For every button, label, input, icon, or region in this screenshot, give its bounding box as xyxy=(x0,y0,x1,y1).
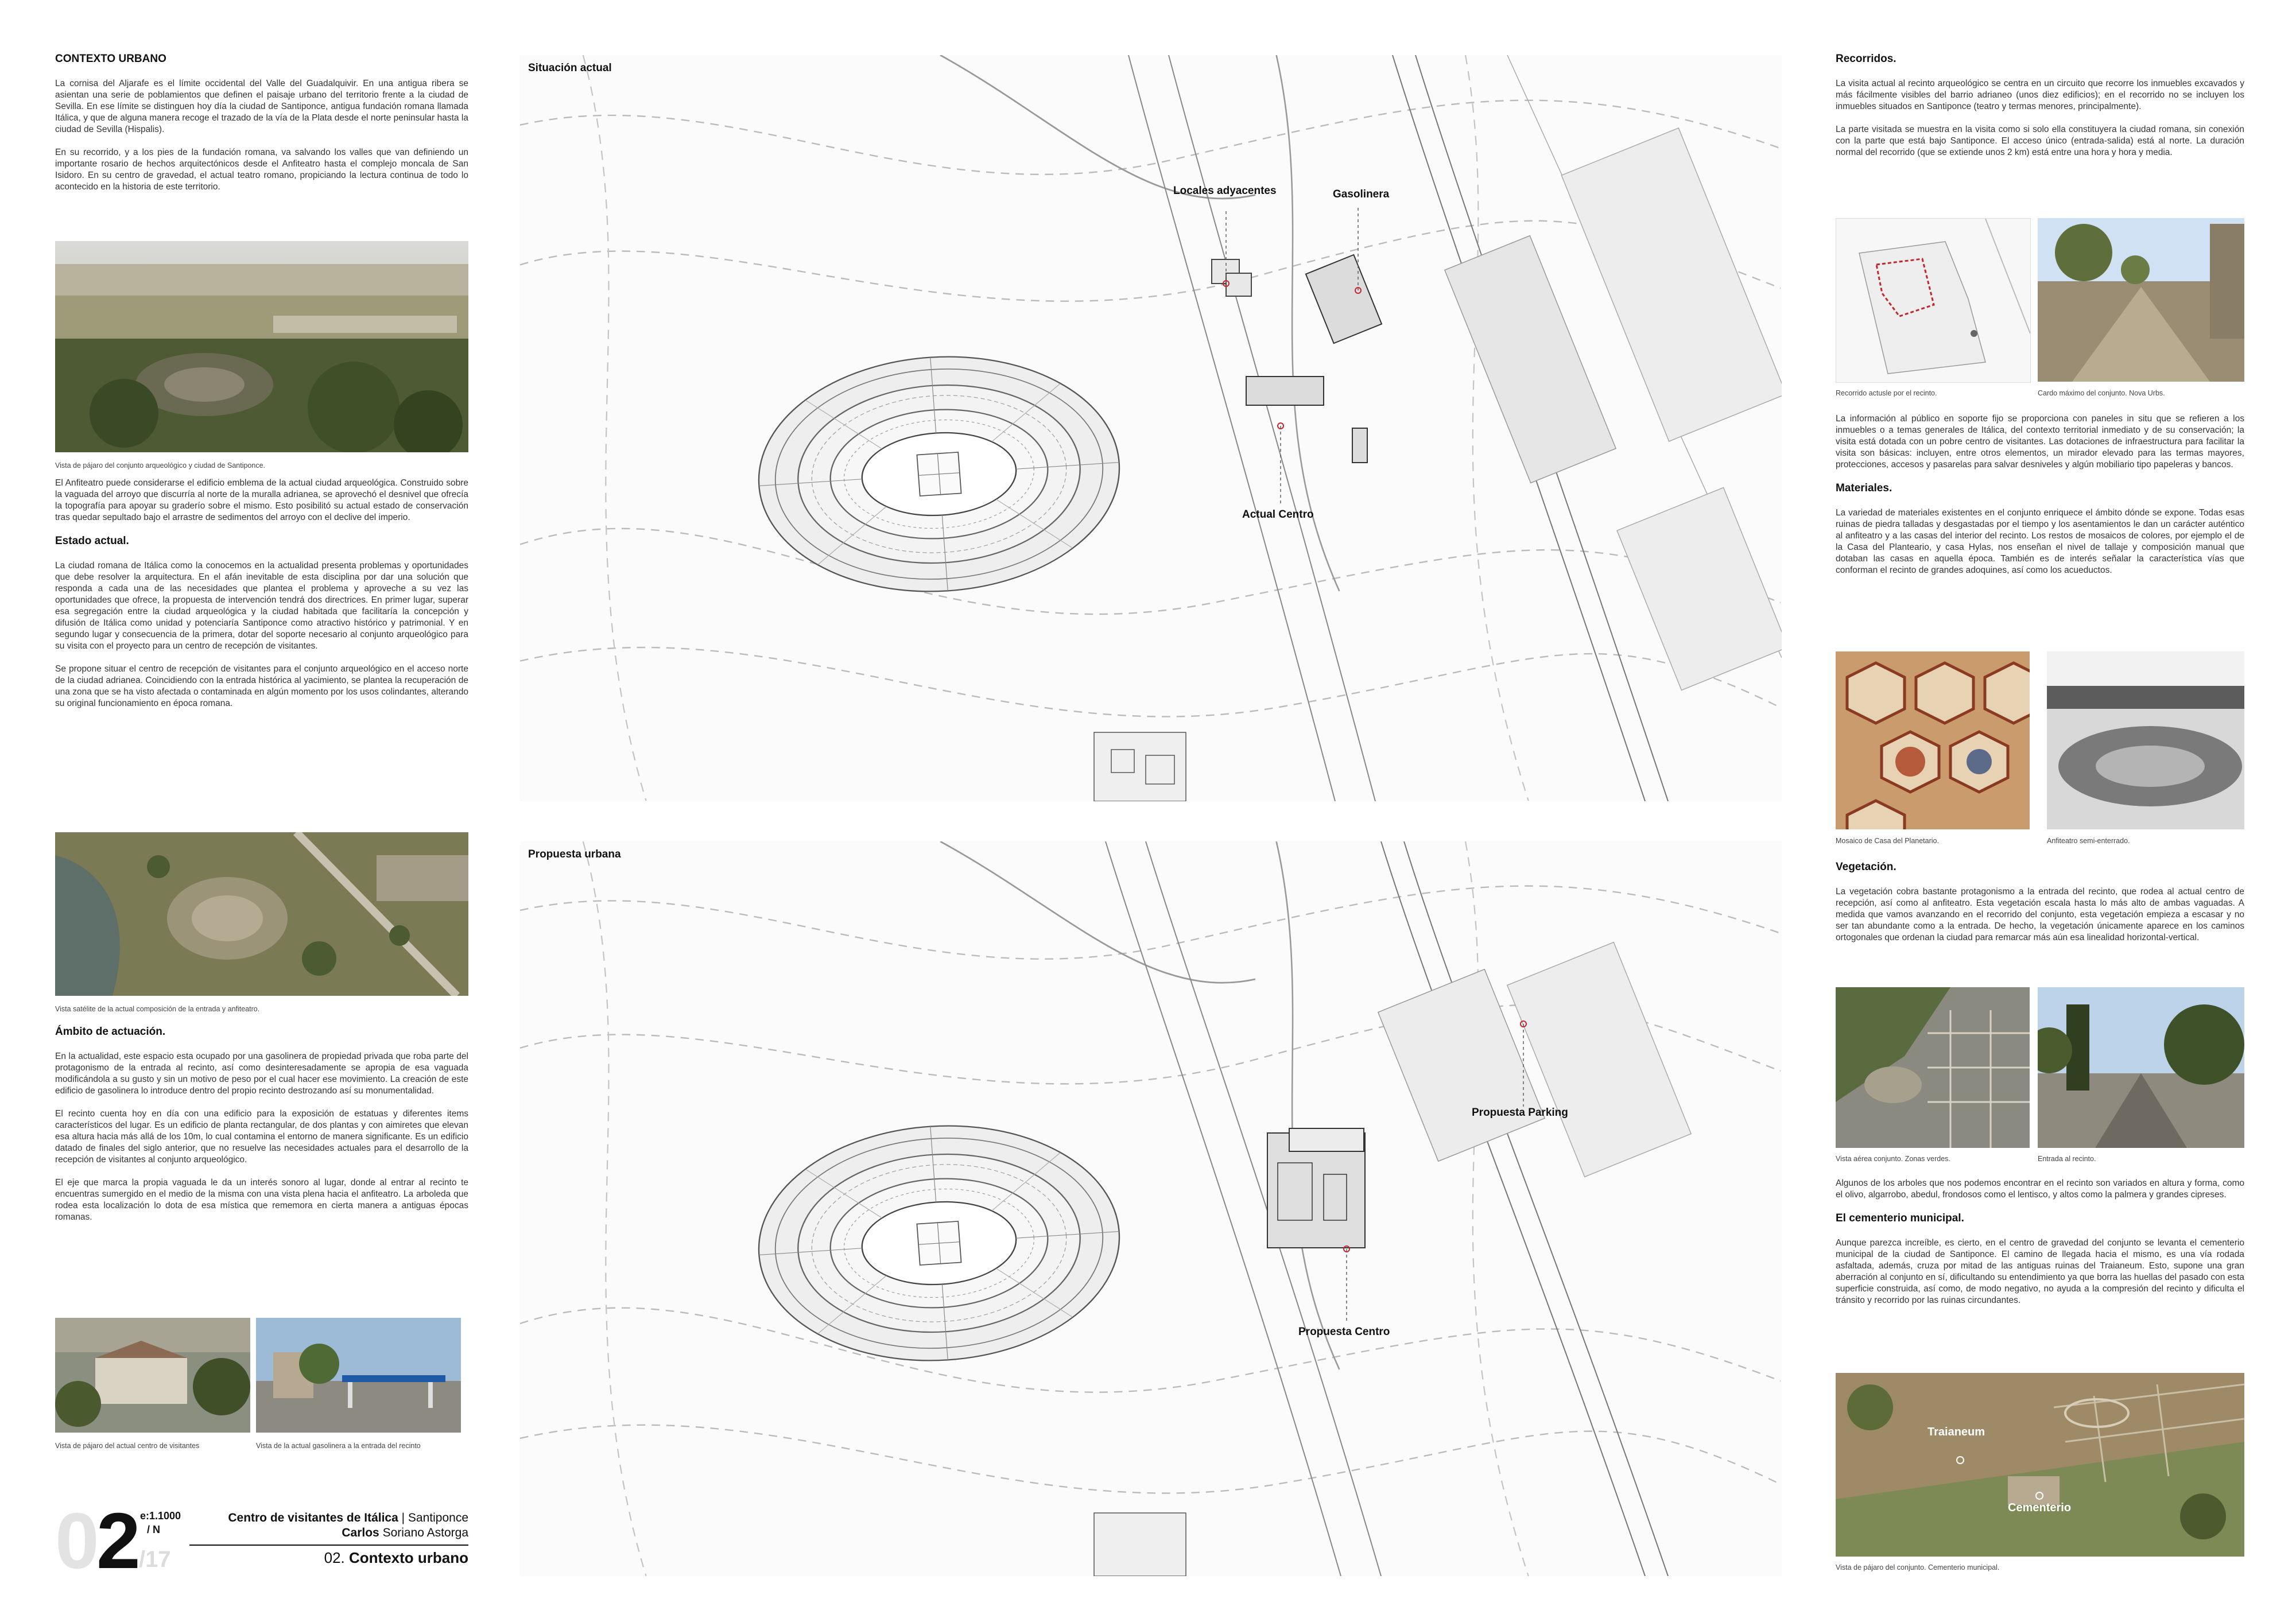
author-first-name: Carlos xyxy=(342,1526,379,1539)
image-entrance xyxy=(2038,987,2244,1148)
sheet-digit: 2 xyxy=(96,1497,141,1585)
plan-title-current: Situación actual xyxy=(528,62,612,74)
recorridos-paragraph-3: La información al público en soporte fijo se proporciona con paneles in situ que se refieren a los inmuebles o a temas generales de Itálica, del contexto territorial inmediato y de su conservación; la visita está dotada con un pobre centro de visitantes. Las dotaciones de infraestructura para facilitar la visita son básicas: incluyen, entre otros elementos, un mirador elevado para las termas mayores, protecciones, accesos y pasarelas para salvar desniveles y algún mobiliario tipo papeleras y bancos. xyxy=(1836,414,2244,469)
label-cementerio: Cementerio xyxy=(2008,1501,2072,1514)
left-column xyxy=(55,53,468,204)
plan-urban-proposal xyxy=(520,841,1782,1576)
materiales-paragraph: La variedad de materiales existentes en el conjunto enriquece el ámbito dónde se expone. Todas esas ruinas de piedra talladas y desgastadas por el tiempo y los asentamientos le dan un carácter auténtico al anfiteatro y a las casas del interior del recinto. Los restos de mosaicos de colores, por ejemplo el de la Casa del Planteario, y casa Hylas, nos enseñan el nivel de tallaje y composición manual que dotaban las casas en aquella época. También es de interés señalar la característica vías que conforman el recinto de grandes adoquines, así como los acueductos. xyxy=(1836,508,2244,575)
sheet-total: /17 xyxy=(139,1547,171,1572)
scale-label: e:1.1000 xyxy=(140,1510,181,1522)
photo-satellite-caption: Vista satélite de la actual composición de la entrada y anfiteatro. xyxy=(55,1005,260,1013)
sheet-ghost-digit: 0 xyxy=(55,1497,99,1585)
image-anfiteatro xyxy=(2047,651,2244,829)
north-label: / N xyxy=(147,1524,161,1535)
photo-visitor-center xyxy=(55,1318,250,1433)
project-info xyxy=(189,1511,468,1567)
image-cemetery-caption: Vista de pájaro del conjunto. Cementerio municipal. xyxy=(1836,1563,2000,1571)
left-column-middle xyxy=(55,478,468,721)
plan-title-proposal: Propuesta urbana xyxy=(528,848,621,860)
ambito-title: Ámbito de actuación. xyxy=(55,1026,166,1038)
recorridos-paragraph-1: La visita actual al recinto arqueológico se centra en un circuito que recorre los inmuebles excavados y más fácilmente visibles del barrio adrianeo (unos diez edificios); en el recorrido no se incluyen los inmuebles situados en Santiponce (teatro y termas menores, principalmente). xyxy=(1836,79,2244,111)
contexto-paragraph-2: En su recorrido, y a los pies de la fundación romana, va salvando los valles que van definiendo un importante rosario de hechos arquitectónicos desde el Anfiteatro hasta el complejo moncala de San Isidoro. En su centro de gravedad, el actual teatro romano, propiciando la lectura continua de todo lo acontecido en la historia de este territorio. xyxy=(55,148,468,192)
plan-current-situation xyxy=(520,55,1782,801)
label-propuesta-centro: Propuesta Centro xyxy=(1298,1326,1390,1338)
project-title: Centro de visitantes de Itálica xyxy=(228,1511,398,1524)
project-place: | Santiponce xyxy=(401,1511,468,1524)
label-actual-centro: Actual Centro xyxy=(1242,509,1314,521)
materiales-title: Materiales. xyxy=(1836,482,1892,494)
label-gasolinera: Gasolinera xyxy=(1333,188,1390,200)
estado-title: Estado actual. xyxy=(55,535,129,547)
image-aerial-green-caption: Vista aérea conjunto. Zonas verdes. xyxy=(1836,1155,1950,1163)
cementerio-paragraph: Aunque parezca increíble, es cierto, en el centro de gravedad del conjunto se levanta el cementerio municipal de la ciudad de Santiponce. El camino de llegada hacia el mismo, es una vía rodada asfaltada, además, cruza por mitad de las antiguas ruinas del Traianeum. Esto, supone una gran aberración al conjunto en sí, dificultando su entendimiento ya que borra las huellas del pasado con esta superficie construida, así como, de modo negativo, no ayuda a la compresión del recinto y dificulta el tránsito y recorrido por las ruinas circundantes. xyxy=(1836,1238,2244,1305)
estado-paragraph-1: La ciudad romana de Itálica como la conocemos en la actualidad presenta problemas y oportunidades que debe resolver la arquitectura. En el afán inevitable de esta disciplina por dar una solución que responda a cada una de las necesidades que plantea el problema y aproveche a su vez las oportunidades que ofrece, la propuesta de intervención tendrá dos directrices. En primer lugar, superar esa segregación entre la ciudad arqueológica y la ciudad habitada que facilitaría la concepción y difusión de Itálica como unidad y potenciaría Santiponce como atractivo histórico y patrimonial. Y en segundo lugar y consecuencia de la primera, dotar del soporte necesario al conjunto arqueológico para su visita con el proyecto para un centro de recepción de visitantes. xyxy=(55,561,468,651)
ambito-paragraph-1: En la actualidad, este espacio esta ocupado por una gasolinera de propiedad privada que roba parte del protagonismo de la entrada al recinto, así como desinteresadamente se apropia de esa vaguada modificándola a su gusto y sin un motivo de peso por el cual hacer ese movimiento. La creación de este edificio de gasolinera lo introduce dentro del propio recinto destrozando así su monumentalidad. xyxy=(55,1051,468,1096)
image-mosaic xyxy=(1836,651,2030,829)
ambito-paragraph-3: El eje que marca la propia vaguada le da un interés sonoro al lugar, donde al entrar al recinto te encuentras sumergido en el medio de la misma con una vista plena hacia el anfiteatro. La arboleda que rodea esta localización lo dota de esa mística que rememora en cierta manera a antiguas épocas romanas. xyxy=(55,1178,468,1222)
ambito-paragraph-2: El recinto cuenta hoy en día con una edificio para la exposición de estatuas y diferentes items característicos del lugar. Es un edificio de planta rectangular, de dos plantas y con aimiretes que elevan esa altura hacia más allá de los 10m, lo cual contamina el entorno de manera significante. Es un edificio datado de finales del siglo anterior, que no resuelve las necesidades actuales para el desarrollo de la recepción de visitantes al conjunto arqueológico. xyxy=(55,1109,468,1165)
sheet-num: 02. xyxy=(324,1549,345,1566)
photo-satellite-entrance xyxy=(55,832,468,996)
photo-gas-station-caption: Vista de la actual gasolinera a la entrada del recinto xyxy=(256,1442,421,1450)
right-column-lower xyxy=(1836,861,2244,955)
sheet-number-block xyxy=(55,1497,187,1585)
author-last-name: Soriano Astorga xyxy=(382,1526,468,1539)
contexto-paragraph-1: La cornisa del Aljarafe es el límite occidental del Valle del Guadalquivir. En una antigua ribera se asientan una serie de poblamientos que definen el paisaje urbano del territorio frente a la ciudad de Sevilla. En ese límite se distinguen hoy día la ciudad de Santiponce, antigua fundación romana llamada Itálica, y que de alguna manera recoge el trazado de la vía de la Plata desde el norte peninsular hasta la ciudad de Sevilla (Hispalis). xyxy=(55,79,468,134)
image-mosaic-caption: Mosaico de Casa del Planetario. xyxy=(1836,837,1939,845)
image-aerial-green xyxy=(1836,987,2030,1148)
label-traianeum: Traianeum xyxy=(1927,1426,1985,1438)
image-cardo-maximo xyxy=(2038,218,2244,382)
photo-aerial-caption: Vista de pájaro del conjunto arqueológico y ciudad de Santiponce. xyxy=(55,461,266,469)
recorridos-title: Recorridos. xyxy=(1836,53,1896,65)
vegetacion-paragraph-1: La vegetación cobra bastante protagonismo a la entrada del recinto, que rodea al actual centro de recepción, así como al anfiteatro. Esta vegetación escala hasta lo más alto de ambas vaguadas. A medida que vamos avanzando en el recorrido del conjunto, esta vegetación empieza a escasar y no ser tan abundante como a la entrada. De hecho, la vegetación únicamente aparece en los caminos ortogonales que ordenan la ciudad para remarcar más aún esa linealidad horizontal-vertical. xyxy=(1836,887,2244,942)
sheet-title: Contexto urbano xyxy=(349,1549,468,1566)
photo-aerial-santiponce xyxy=(55,241,468,452)
photo-gas-station xyxy=(256,1318,461,1433)
cementerio-title: El cementerio municipal. xyxy=(1836,1212,1964,1224)
contexto-title: CONTEXTO URBANO xyxy=(55,53,166,65)
image-anfiteatro-caption: Anfiteatro semi-enterrado. xyxy=(2047,837,2130,845)
image-cardo-caption: Cardo máximo del conjunto. Nova Urbs. xyxy=(2038,389,2165,397)
vegetacion-title: Vegetación. xyxy=(1836,861,1896,873)
label-propuesta-parking: Propuesta Parking xyxy=(1472,1107,1568,1119)
image-cemetery-aerial xyxy=(1836,1373,2244,1557)
label-locales-adyacentes: Locales adyacentes xyxy=(1173,185,1277,197)
contexto-paragraph-3: El Anfiteatro puede considerarse el edificio emblema de la actual ciudad arqueológica. Construido sobre la vaguada del arroyo que discurría al norte de la muralla adrianea, se aprovechó el desnivel que ofrecía la topografía para apoyar su graderío sobre el mismo. Esto posibilitó su actual estado de conservación tras quedar sepultado bajo el arrastre de sedimentos del arroyo con el declive del imperio. xyxy=(55,478,468,522)
left-column-lower xyxy=(55,1026,468,1235)
recorridos-paragraph-2: La parte visitada se muestra en la visita como si solo ella constituyera la ciudad romana, sin conexión con la parte que está bajo Santiponce. El acceso único (entrada-salida) está al norte. La duración normal del recorrido (que se extiende unos 2 km) está entre una hora y hora y media. xyxy=(1836,125,2244,157)
image-entrance-caption: Entrada al recinto. xyxy=(2038,1155,2096,1163)
image-route-caption: Recorrido actusle por el recinto. xyxy=(1836,389,1937,397)
vegetacion-paragraph-2: Algunos de los arboles que nos podemos encontrar en el recinto son variados en altura y forma, como el olivo, algarrobo, abedul, frondosos como el lentisco, y altos como la palmera y grandes cipreses. xyxy=(1836,1178,2244,1200)
photo-visitor-center-caption: Vista de pájaro del actual centro de visitantes xyxy=(55,1442,200,1450)
right-column-middle xyxy=(1836,413,2244,588)
right-column xyxy=(1836,53,2244,170)
image-route-map xyxy=(1836,218,2031,383)
estado-paragraph-2: Se propone situar el centro de recepción de visitantes para el conjunto arqueológico en el acceso norte de la ciudad adrianea. Coincidiendo con la entrada histórica al yacimiento, se plantea la recuperación de una zona que se ha visto afectada o contaminada en algún momento por los usos colindantes, alterando su original funcionamiento en época romana. xyxy=(55,664,468,708)
right-column-bottom xyxy=(1836,1178,2244,1318)
